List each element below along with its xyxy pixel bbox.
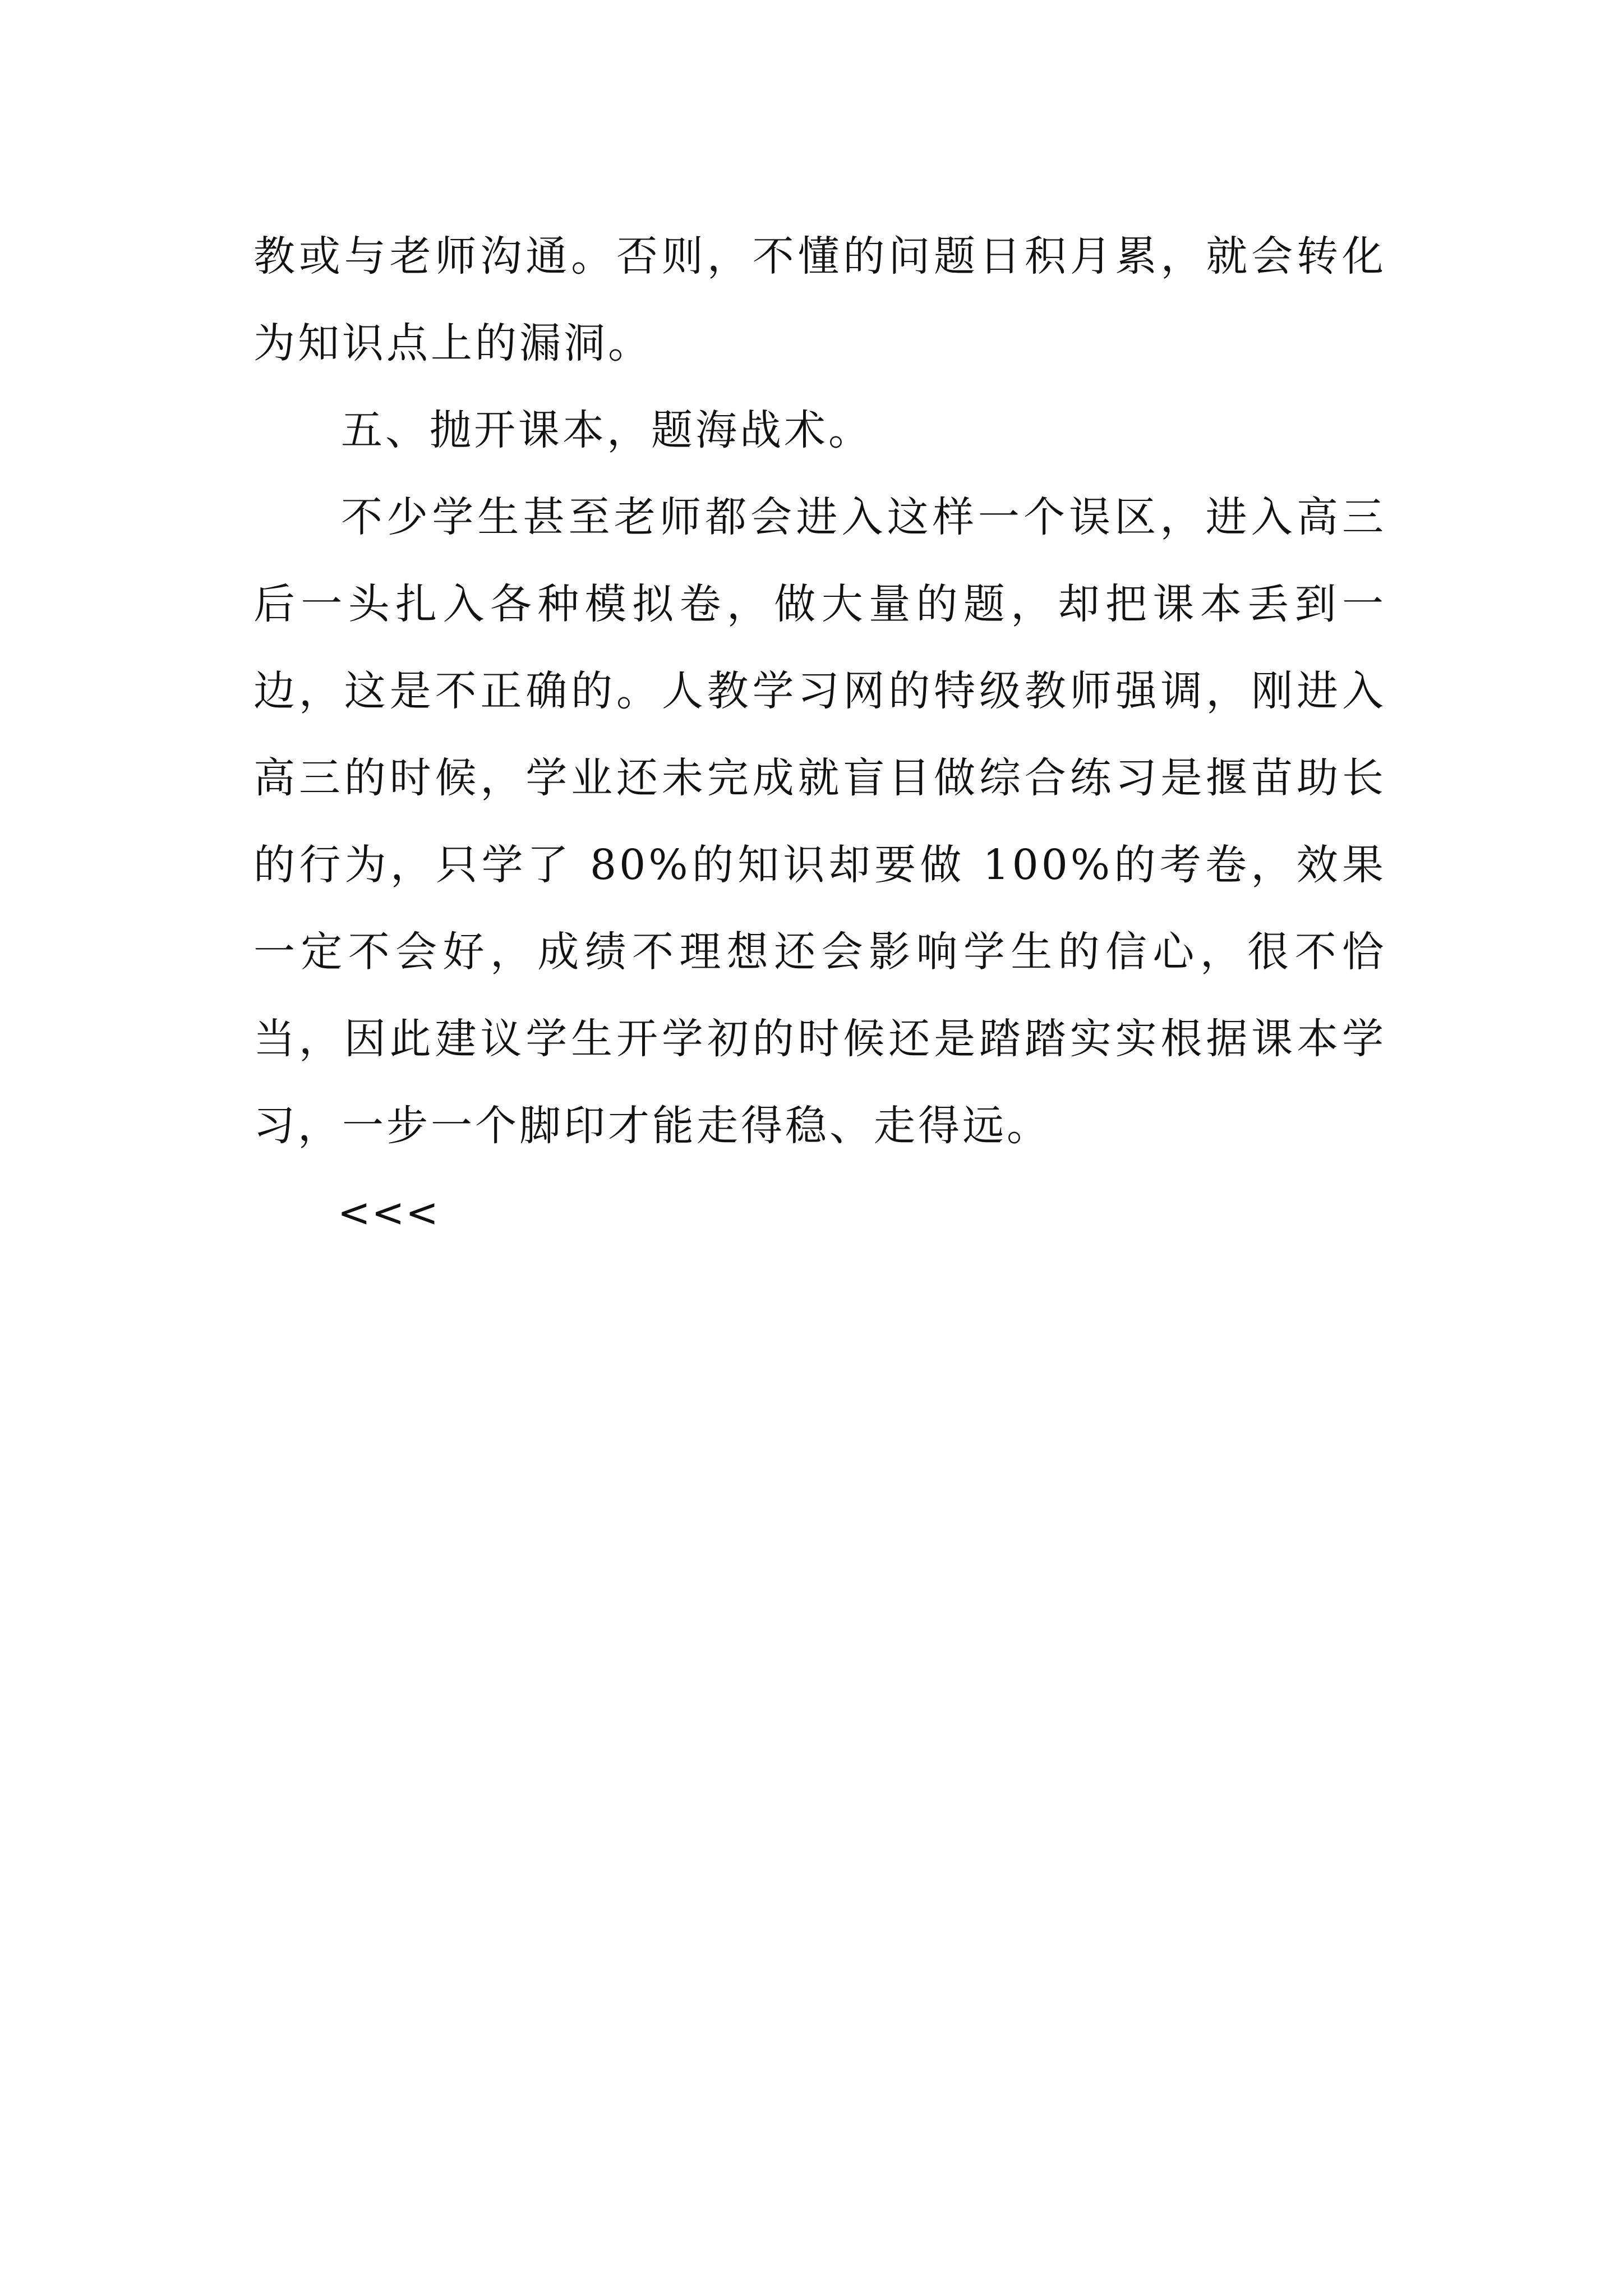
paragraph-continuation: 教或与老师沟通。否则，不懂的问题日积月累，就会转化为知识点上的漏洞。 [253,232,1386,367]
end-mark: <<< [338,1190,440,1236]
paragraph-body: 不少学生甚至老师都会进入这样一个误区，进入高三后一头扎入各种模拟卷，做大量的题，却把课本丢到一边，这是不正确的。人教学习网的特级教师强调，刚进入高三的时候，学业还未完成就盲目做综合练习是揠苗助长的行为，只学了 80%的知识却要做 100%的考卷，效果一定不会好，成绩不理想还会影响学生的信心，很不恰当，因此建议学生开学初的时候还是踏踏实实根据课本学习，一步一个脚印才能走得稳、走得远。 [253,493,1386,1150]
section-heading: 五、抛开课本，题海战术。 [341,406,873,454]
document-body [253,213,1386,1257]
